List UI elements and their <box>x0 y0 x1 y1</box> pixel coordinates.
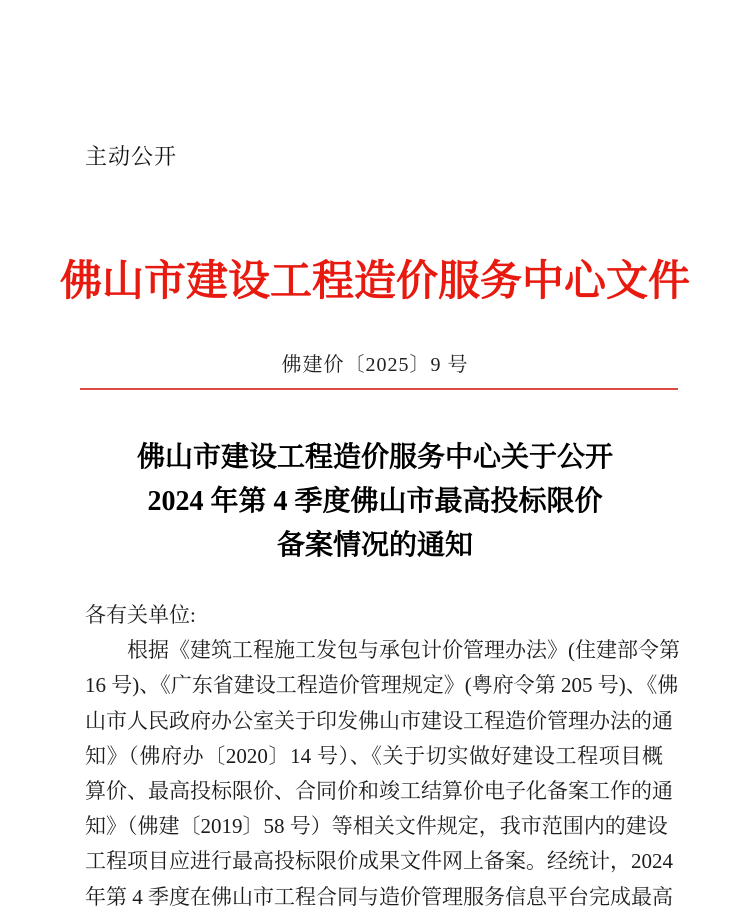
document-title-line-2: 2024 年第 4 季度佛山市最高投标限价 <box>147 486 603 517</box>
body-line: 算价、最高投标限价、合同价和竣工结算价电子化备案工作的通 <box>85 779 673 804</box>
document-title <box>0 436 750 568</box>
red-divider-line <box>80 388 678 390</box>
body-line: 山市人民政府办公室关于印发佛山市建设工程造价管理办法的通 <box>85 708 673 733</box>
body-line: 16 号)、《广东省建设工程造价管理规定》(粤府令第 205 号)、《佛 <box>85 673 679 698</box>
body-line: 工程项目应进行最高投标限价成果文件网上备案。经统计，2024 <box>85 849 673 874</box>
salutation: 各有关单位: <box>85 603 196 627</box>
disclosure-label: 主动公开 <box>85 144 178 169</box>
body-line: 根据《建筑工程施工发包与承包计价管理办法》(住建部令第 <box>127 638 680 663</box>
body-line: 知》（佛府办〔2020〕14 号）、《关于切实做好建设工程项目概 <box>85 743 663 768</box>
body-line: 知》（佛建〔2019〕58 号）等相关文件规定，我市范围内的建设 <box>85 814 668 839</box>
body-line: 年第 4 季度在佛山市工程合同与造价管理服务信息平台完成最高 <box>85 884 673 909</box>
document-title-line-3: 备案情况的通知 <box>276 530 473 561</box>
letterhead-title: 佛山市建设工程造价服务中心文件 <box>59 259 690 305</box>
document-number: 佛建价〔2025〕9 号 <box>281 354 469 376</box>
document-body <box>85 598 680 915</box>
document-title-line-1: 佛山市建设工程造价服务中心关于公开 <box>136 442 613 473</box>
